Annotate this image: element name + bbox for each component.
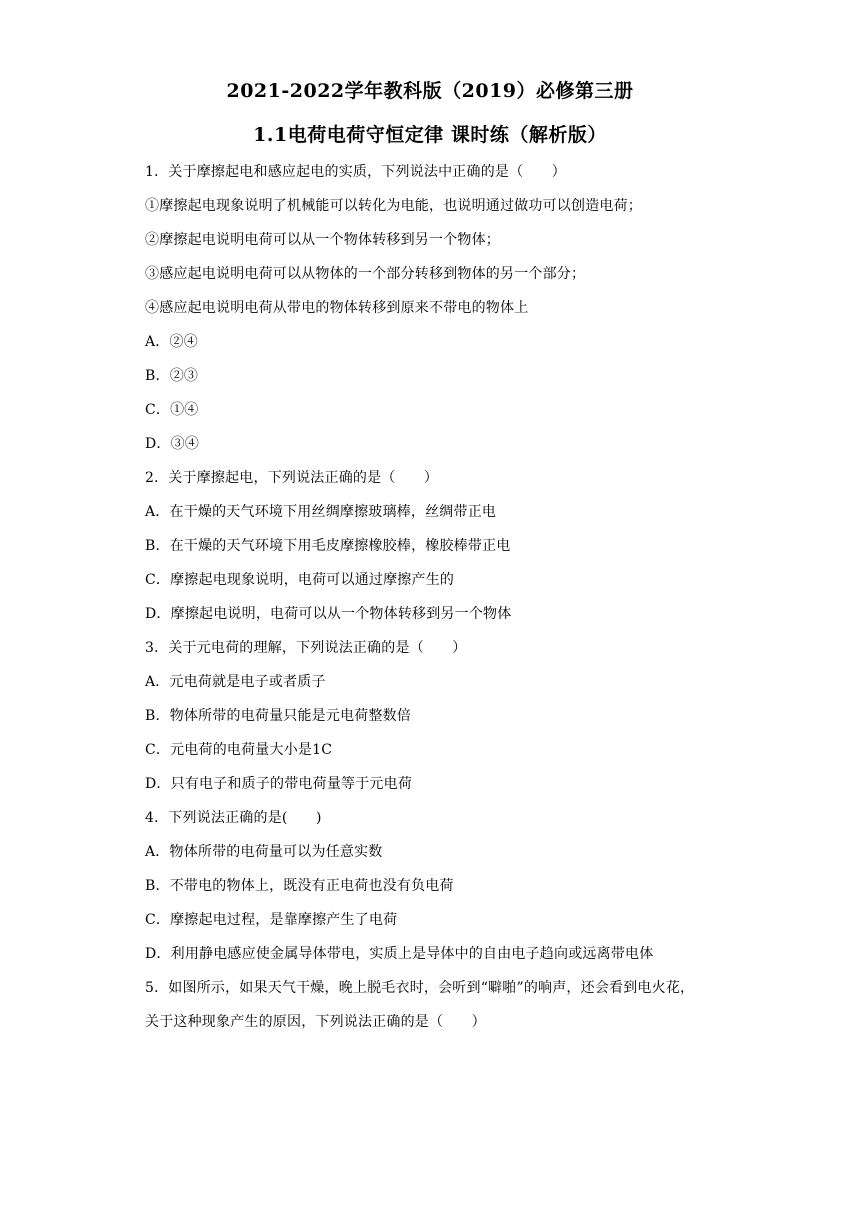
question-2-option-a: A．在干燥的天气环境下用丝绸摩擦玻璃棒，丝绸带正电: [145, 504, 497, 520]
document-title: 2021-2022学年教科版（2019）必修第三册: [226, 80, 634, 102]
question-3-stem: 3．关于元电荷的理解，下列说法正确的是（ ）: [145, 640, 467, 656]
question-body: [145, 160, 765, 1044]
question-3-option-c: C．元电荷的电荷量大小是1C: [145, 742, 333, 758]
statement-3: ③感应起电说明电荷可以从物体的一个部分转移到物体的另一个部分；: [145, 266, 586, 282]
document-subtitle: 1.1电荷电荷守恒定律 课时练（解析版）: [253, 124, 607, 146]
statement-1: ①摩擦起电现象说明了机械能可以转化为电能，也说明通过做功可以创造电荷；: [145, 198, 642, 214]
question-2-option-b: B．在干燥的天气环境下用毛皮摩擦橡胶棒，橡胶棒带正电: [145, 538, 511, 554]
question-3-option-a: A．元电荷就是电子或者质子: [145, 674, 326, 690]
question-2-option-d: D．摩擦起电说明，电荷可以从一个物体转移到另一个物体: [145, 606, 512, 622]
question-1-stem: 1．关于摩擦起电和感应起电的实质，下列说法中正确的是（ ）: [145, 164, 566, 180]
question-2-stem: 2．关于摩擦起电，下列说法正确的是（ ）: [145, 470, 439, 486]
question-4-option-a: A．物体所带的电荷量可以为任意实数: [145, 844, 383, 860]
question-3-option-b: B．物体所带的电荷量只能是元电荷整数倍: [145, 708, 412, 724]
statement-2: ②摩擦起电说明电荷可以从一个物体转移到另一个物体；: [145, 232, 500, 248]
question-5-stem-line-1: 5．如图所示，如果天气干燥，晚上脱毛衣时，会听到“噼啪”的响声，还会看到电火花，: [145, 980, 695, 996]
question-1-option-a: A．②④: [145, 334, 198, 350]
question-4-option-b: B．不带电的物体上，既没有正电荷也没有负电荷: [145, 878, 454, 894]
question-1-option-d: D．③④: [145, 436, 200, 452]
question-4-option-d: D．利用静电感应使金属导体带电，实质上是导体中的自由电子趋向或远离带电体: [145, 946, 654, 962]
question-2-option-c: C．摩擦起电现象说明，电荷可以通过摩擦产生的: [145, 572, 455, 588]
question-3-option-d: D．只有电子和质子的带电荷量等于元电荷: [145, 776, 413, 792]
question-4-option-c: C．摩擦起电过程，是靠摩擦产生了电荷: [145, 912, 398, 928]
question-1-option-c: C．①④: [145, 402, 199, 418]
question-1-option-b: B．②③: [145, 368, 199, 384]
question-4-stem: 4．下列说法正确的是( ): [145, 810, 322, 826]
statement-4: ④感应起电说明电荷从带电的物体转移到原来不带电的物体上: [145, 300, 529, 316]
question-5-stem-line-2: 关于这种现象产生的原因，下列说法正确的是（ ）: [145, 1014, 486, 1030]
